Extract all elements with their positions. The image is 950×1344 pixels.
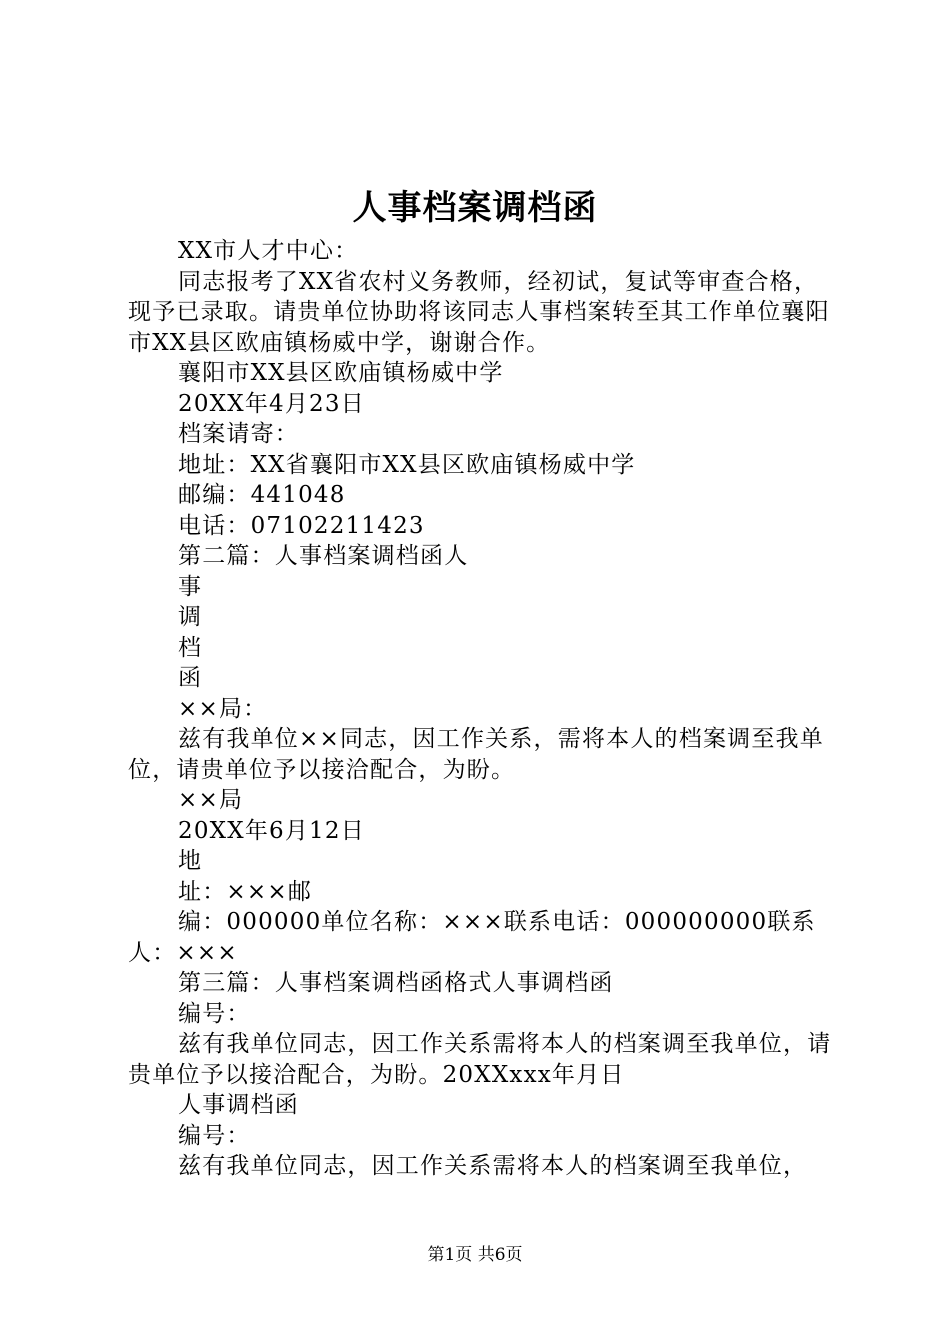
paragraph: ××局 [178,787,244,813]
paragraph: 事 [178,573,203,600]
paragraph: 地 [178,848,203,874]
paragraph: 地址：XX省襄阳市XX县区欧庙镇杨威中学 [178,451,636,478]
paragraph: 人事调档函 [178,1092,299,1118]
paragraph: 编：000000单位名称：×××联系电话：000000000联系人：××× [128,909,816,966]
paragraph: 20XX年4月23日 [178,390,365,417]
paragraph: 同志报考了XX省农村义务教师，经初试，复试等审查合格，现予已录取。请贵单位协助将该同志人事档案转至其工作单位襄阳市XX县区欧庙镇杨威中学，谢谢合作。 [128,268,830,356]
paragraph: 调 [178,604,203,630]
paragraph: 档案请寄： [178,421,299,447]
paragraph: 编号： [178,1122,251,1149]
page-number-footer: 第1页 共6页 [427,1245,523,1265]
paragraph: 电话：07102211423 [178,512,425,539]
paragraph: 函 [178,665,203,691]
document-title: 人事档案调档函 [352,188,598,228]
paragraph: 第三篇：人事档案调档函格式人事调档函 [178,970,614,996]
paragraph: 址：×××邮 [178,878,313,905]
paragraph: 襄阳市XX县区欧庙镇杨威中学 [178,360,504,386]
document-body [128,236,834,1182]
paragraph: 兹有我单位同志，因工作关系需将本人的档案调至我单位， [178,1153,808,1179]
paragraph: 档 [178,634,203,661]
paragraph: 第二篇：人事档案调档函人 [178,543,469,569]
paragraph: XX市人才中心： [178,238,359,264]
paragraph: 编号： [178,1000,251,1027]
paragraph: 邮编：441048 [178,482,346,508]
paragraph: ××局： [178,695,268,722]
paragraph: 兹有我单位××同志，因工作关系，需将本人的档案调至我单位，请贵单位予以接洽配合，为盼。 [128,726,824,783]
paragraph: 20XX年6月12日 [178,817,365,844]
paragraph: 兹有我单位同志，因工作关系需将本人的档案调至我单位，请贵单位予以接洽配合，为盼。20XXxxx年月日 [128,1031,832,1088]
